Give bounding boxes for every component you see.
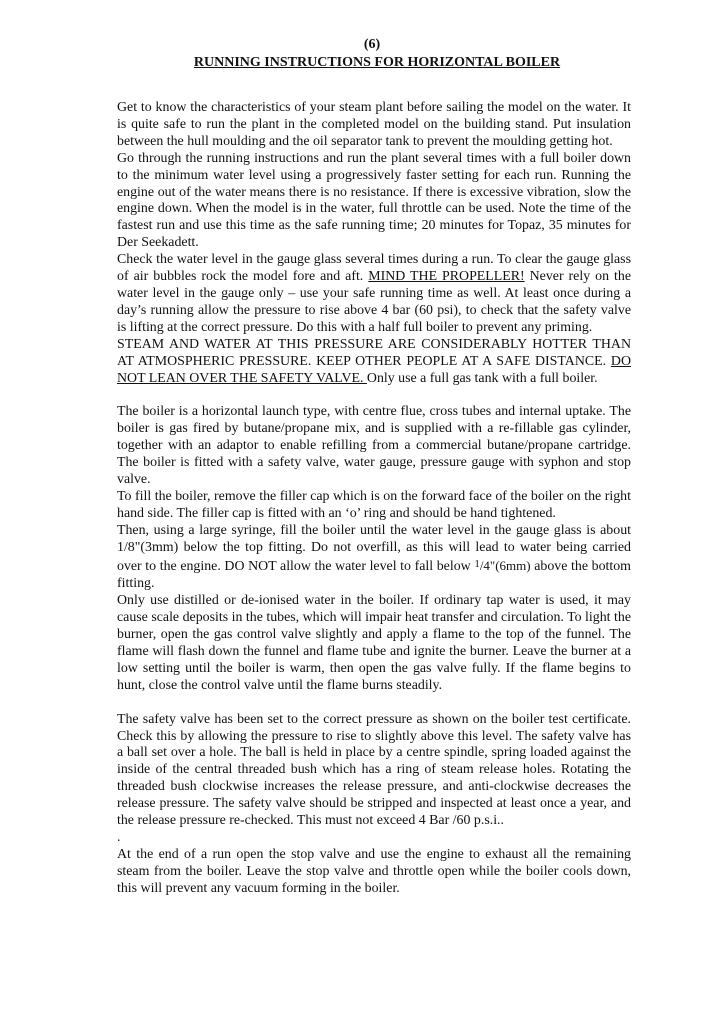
instructions-body (117, 100, 631, 898)
filling-text-start: Then, using a large syringe, fill the boiler until the water level in the gauge glass is about 1/8"(3mm) below the top fitting. Do not overfill, as this will lead to water being carried over to the engine. DO NOT allow the water level to fall below (117, 522, 631, 575)
page-title: RUNNING INSTRUCTIONS FOR HORIZONTAL BOILER (193, 55, 561, 70)
paragraph-boiler-description: The boiler is a horizontal launch type, with centre flue, cross tubes and internal uptake. The boiler is gas fired by butane/propane mix, and is supplied with a re-fillable gas cylinder, together with an adaptor to enable refilling from a commercial butane/propane cartridge. The boiler is fitted with a safety valve, water gauge, pressure gauge with syphon and stop valve. (117, 404, 631, 487)
paragraph-filling (117, 523, 631, 594)
paragraph-gap (117, 695, 631, 712)
fraction-numerator: 1 (474, 558, 480, 571)
stray-dot: . (117, 829, 121, 845)
paragraph-gap (117, 387, 631, 404)
paragraph-lighting: Only use distilled or de-ionised water in the boiler. If ordinary tap water is used, it may cause scale deposits in the tubes, which will impair heat transfer and circulation. To light the burner, open the gas control valve slightly and apply a flame to the top of the funnel. The flame will flash down the funnel and flame tube and ignite the burner. Leave the burner at a low setting until the boiler is warm, then open the gas valve fully. If the flame begins to hunt, close the control valve until the flame burns steadily. (117, 593, 631, 693)
paragraph-filler-cap: To fill the boiler, remove the filler cap which is on the forward face of the boiler on the right hand side. The filler cap is fitted with an ‘o’ ring and should be hand tightened. (117, 488, 631, 521)
paragraph-end-of-run: At the end of a run open the stop valve and use the engine to exhaust all the remaining steam from the boiler. Leave the stop valve and throttle open while the boiler cools down, this will prevent any vacuum forming in the boiler. (117, 846, 631, 896)
paragraph-safety-valve: The safety valve has been set to the correct pressure as shown on the boiler test certificate. Check this by allowing the pressure to rise to slightly above this level. The safety valve has a ball set over a hole. The ball is held in place by a centre spindle, spring loaded against the inside of the central threaded bush which has a ring of steam release holes. Rotating the threaded bush clockwise increases the release pressure, and anti-clockwise decreases the release pressure. The safety valve should be stripped and inspected at least once a year, and the release pressure re-checked. This must not exceed 4 Bar /60 p.s.i.. (117, 711, 631, 829)
page-number: (6) (363, 37, 381, 52)
water-level-text-start: Check the water level in the gauge glass several times during a run. To clear the gauge glass of air bubbles rock the model fore and aft. (117, 252, 631, 285)
quarter-inch-fraction (474, 558, 530, 573)
filling-text-end: above the bottom fitting. (117, 559, 631, 592)
paragraph-intro: Get to know the characteristics of your steam plant before sailing the model on the water. It is quite safe to run the plant in the completed model on the building stand. Put insulation between the hull moulding and the oil separator tank to prevent the moulding getting hot. (117, 100, 631, 149)
paragraph-safety-warning (117, 337, 631, 388)
safety-warning-text-end: Only use a full gas tank with a full boiler. (366, 370, 598, 386)
paragraph-test-runs: Go through the running instructions and run the plant several times with a full boiler down to the minimum water level using a progressively faster setting for each run. Running the engine out of the water means there is no resistance. If there is excessive vibration, slow the engine down. When the model is in the water, full throttle can be used. Note the time of the fastest run and use this time as the safe running time; 20 minutes for Topaz, 35 minutes for Der Seekadett. (117, 150, 631, 251)
fraction-denominator: /4"(6mm) (479, 558, 531, 574)
water-level-text-end: Never rely on the water level in the gauge only – use your safe running time as well. At least once during a day’s running allow the pressure to rise above 4 bar (60 psi), to check that the safety valve is lifting at the correct pressure. Do this with a half full boiler to prevent any priming. (117, 269, 631, 335)
safety-valve-warning: DO NOT LEAN OVER THE SAFETY VALVE. (117, 353, 631, 386)
safety-warning-text-start: STEAM AND WATER AT THIS PRESSURE ARE CONSIDERABLY HOTTER THAN AT ATMOSPHERIC PRESSURE. KEEP OTHER PEOPLE AT A SAFE DISTANCE. (117, 336, 631, 369)
propeller-warning: MIND THE PROPELLER! (368, 269, 525, 285)
paragraph-water-level (117, 252, 631, 337)
